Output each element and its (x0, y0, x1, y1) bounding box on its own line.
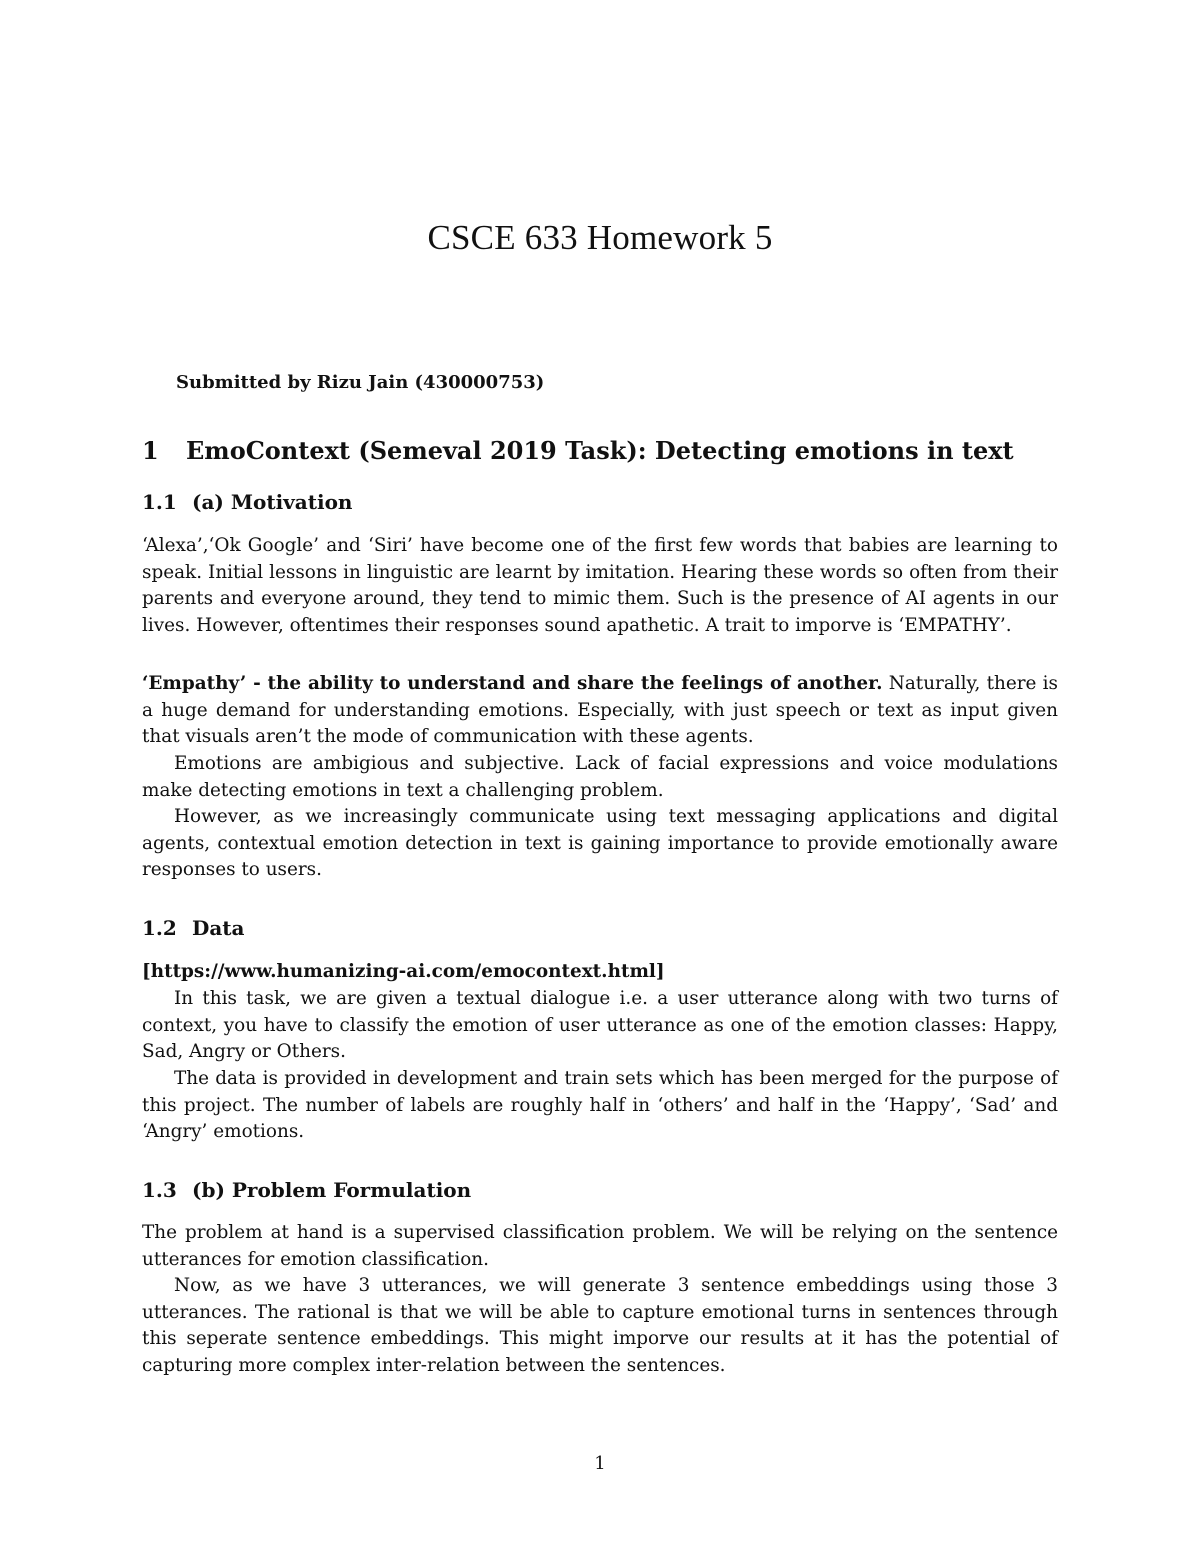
section-1-number: 1 (142, 436, 159, 465)
page-number: 1 (594, 1453, 606, 1474)
subsection-1-1-number: 1.1 (142, 490, 177, 514)
data-paragraph-2: The data is provided in development and train sets which has been merged for the purpose of this project. The number of labels are roughly half in ‘others’ and half in the ‘Happy’, ‘Sad’ and ‘Angry’ emotions. (142, 1068, 1058, 1143)
subsection-1-3-number: 1.3 (142, 1178, 177, 1202)
subsection-1-3-title: (b) Problem Formulation (192, 1178, 472, 1202)
motivation-paragraph-3: Emotions are ambigious and subjective. Lack of facial expressions and voice modulations make detecting emotions in text a challenging problem. (142, 753, 1058, 801)
empathy-definition: ‘Empathy’ - the ability to understand and share the feelings of another. (142, 673, 883, 694)
data-paragraph-1: In this task, we are given a textual dialogue i.e. a user utterance along with two turns of context, you have to classify the emotion of user utterance as one of the emotion classes: Happy, Sad, Angry or Others. (142, 988, 1058, 1063)
motivation-paragraph-1: ‘Alexa’,‘Ok Google’ and ‘Siri’ have become one of the first few words that babies are learning to speak. Initial lessons in linguistic are learnt by imitation. Hearing these words so often from their parents and everyone around, they tend to mimic them. Such is the presence of AI agents in our lives. However, oftentimes their responses sound apathetic. A trait to imporve is ‘EMPATHY’. (142, 535, 1058, 637)
motivation-paragraph-2 (142, 671, 1058, 751)
section-1-title: EmoContext (Semeval 2019 Task): Detecting emotions in text (186, 436, 1014, 465)
subsection-1-2-heading (142, 916, 245, 940)
author-line: Submitted by Rizu Jain (430000753) (176, 372, 545, 393)
subsection-1-2-number: 1.2 (142, 916, 177, 940)
subsection-1-3-heading (142, 1178, 471, 1202)
subsection-1-2-title: Data (192, 916, 245, 940)
motivation-paragraph-2-text: Naturally, there is a huge demand for understanding emotions. Especially, with just speech or text as input given that visuals aren’t the mode of communication with these agents. (142, 673, 1058, 748)
formulation-paragraph-1: The problem at hand is a supervised classification problem. We will be relying on the sentence utterances for emotion classification. (142, 1222, 1058, 1270)
data-source-url: [https://www.humanizing-ai.com/emocontext.html] (142, 961, 665, 982)
motivation-paragraph-4: However, as we increasingly communicate using text messaging applications and digital agents, contextual emotion detection in text is gaining importance to provide emotionally aware responses to users. (142, 806, 1058, 881)
formulation-paragraph-2: Now, as we have 3 utterances, we will generate 3 sentence embeddings using those 3 utterances. The rational is that we will be able to capture emotional turns in sentences through this seperate sentence embeddings. This might imporve our results at it has the potential of capturing more complex inter-relation between the sentences. (142, 1275, 1058, 1377)
subsection-1-1-heading (142, 490, 352, 514)
document-title: CSCE 633 Homework 5 (427, 218, 773, 257)
subsection-1-1-title: (a) Motivation (192, 490, 353, 514)
section-1-heading (142, 436, 1014, 465)
